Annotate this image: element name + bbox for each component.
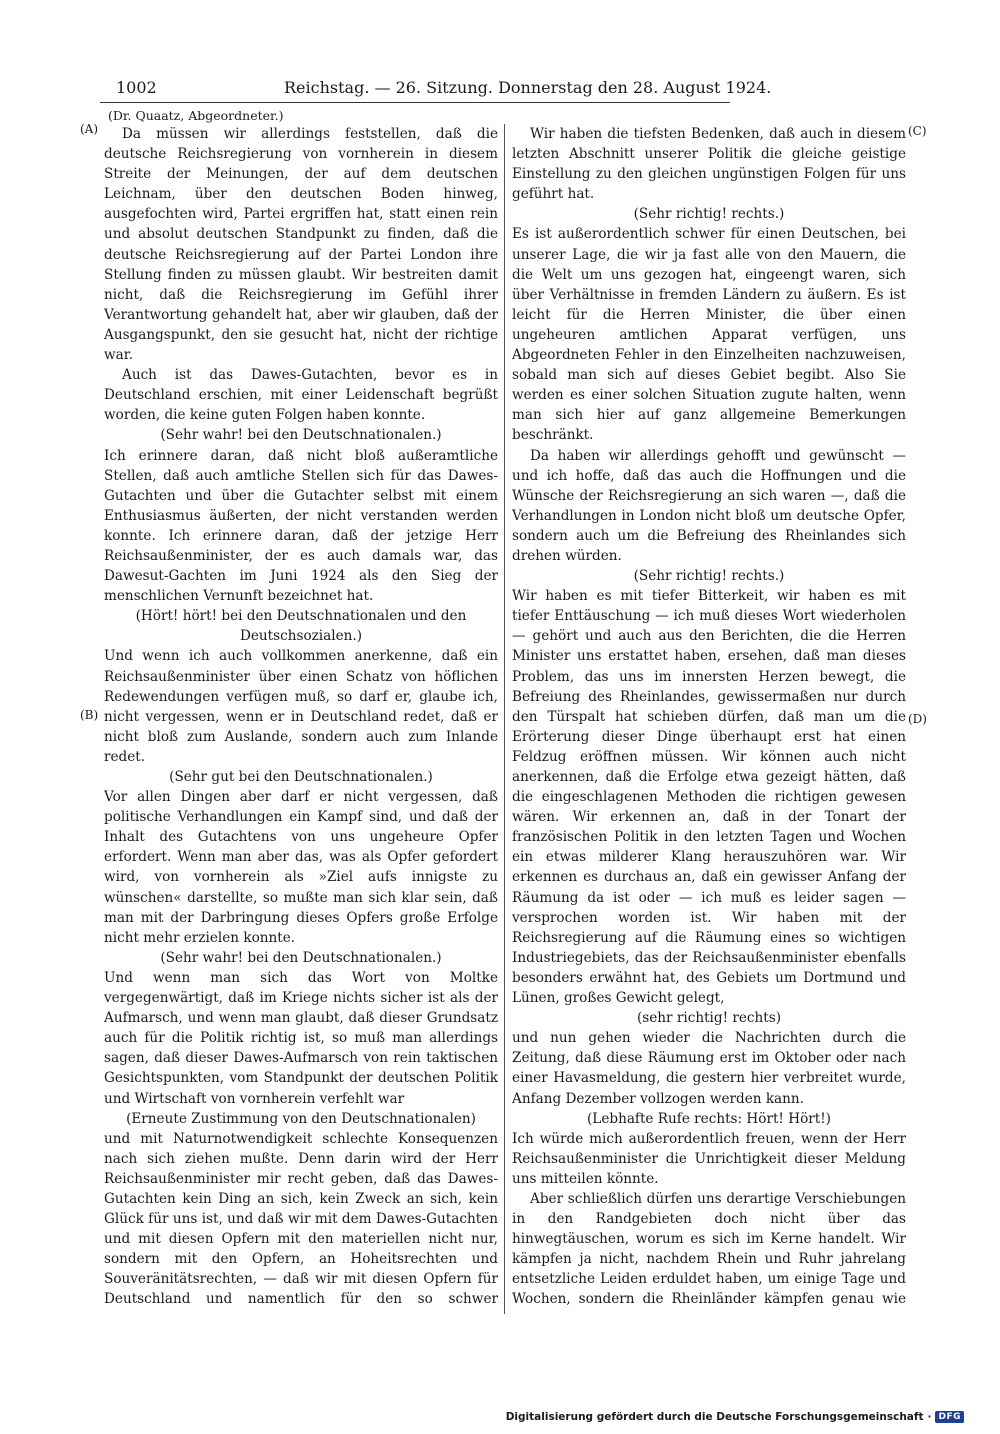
running-title: Reichstag. — 26. Sitzung. Donnerstag den 28. August 1924. xyxy=(284,78,772,97)
paragraph: Wir haben es mit tiefer Bitterkeit, wir haben es mit tiefer Enttäuschung — ich muß dieses Wort wiederholen — gehört und auch aus den Berichten, die die Herren Minister uns erstattet haben, ersehen, daß man dieses Problem, das uns im innersten Herzen bewegt, die Befreiung des Rheinlandes, gewissermaßen nur durch den Türspalt hat schieben dürfen, daß man um die Erörterung dieser Dinge überhaupt erst hat einen Feldzug eröffnen müssen. Wir können auch nicht anerkennen, daß die Erfolge etwa gezeigt hätten, daß die eingeschlagenen Methoden die richtigen gewesen wären. Wir erkennen an, daß in der Tonart der französischen Politik in den letzten Tagen und Wochen ein etwas milderer Klang herauszuhören war. Wir erkennen es durchaus an, daß ein gewisser Anfang der Räumung da ist oder — ich muß es leider sagen — versprochen worden ist. Wir haben mit der Reichsregierung auf die Räumung eines so wichtigen Industriegebiets, das der Reichsaußenminister ebenfalls besonders erwähnt hat, des Gebiets um Dortmund und Lünen, großes Gewicht gelegt, xyxy=(512,588,906,1007)
paragraph: Da müssen wir allerdings feststellen, daß die deutsche Reichsregierung von vornherein in diesem Streite der Meinungen, der auf dem deutschen Leichnam, über den deutschen Boden hinweg, ausgefochten wird, Partei ergriffen hat, statt einen rein und absolut deutschen Standpunkt zu finden, daß die deutsche Reichsregierung auf der Partei London ihre Stellung finden zu müssen glaubt. Wir bestreiten damit nicht, daß die Reichsregierung im Gefühl ihrer Verantwortung gehandelt hat, aber wir glauben, daß der Ausgangspunkt, den sie gesucht hat, nicht der richtige war. xyxy=(104,126,498,364)
interjection: (Lebhafte Rufe rechts: Hört! Hört!) xyxy=(587,1110,831,1127)
page-header xyxy=(116,78,772,102)
margin-mark-b: (B) xyxy=(80,708,99,722)
footer-credit-text: Digitalisierung gefördert durch die Deutsche Forschungsgemeinschaft xyxy=(505,1411,924,1423)
interjection: (Sehr richtig! rechts.) xyxy=(633,206,785,223)
paragraph: und mit Naturnotwendigkeit schlechte Konsequenzen nach sich ziehen mußte. Denn darin wird der Herr Reichsaußenminister mir recht geben, daß das Dawes-Gutachten kein Ding an sich, kein Zweck an sich, kein Glück für uns ist, und daß wir mit dem Dawes-Gutachten und mit diesen Opfern mit den materiellen nicht nur, sondern mit den Opfern, an Hoheitsrechten und Souveränitätsrechten, — daß wir mit diesen Opfern für Deutschland und namentlich für den so schwer xyxy=(104,1130,498,1308)
interjection: (Sehr wahr! bei den Deutschnationalen.) xyxy=(160,427,442,444)
interjection: (Erneute Zustimmung von den Deutschnationalen) xyxy=(126,1110,476,1127)
margin-mark-d: (D) xyxy=(908,712,927,726)
paragraph: Und wenn man sich das Wort von Moltke vergegenwärtigt, daß im Kriege nichts sicher ist als der Aufmarsch, und wenn man glaubt, daß dieser Grundsatz auch für die Politik richtig ist, so muß man allerdings sagen, daß dieser Dawes-Aufmarsch von rein taktischen Gesichtspunkten, vom Standpunkt der deutschen Politik und Wirtschaft von vornherein verfehlt war xyxy=(104,969,498,1107)
left-column xyxy=(104,124,498,1308)
paragraph: Da haben wir allerdings gehofft und gewünscht — und ich hoffe, daß das auch die Hoffnungen und die Wünsche der Reichsregierung an sich waren —, daß die Verhandlungen in London nicht bloß um deutsche Opfer, sondern auch um die Befreiung des Rheinlandes sich drehen würden. xyxy=(512,447,906,564)
right-column xyxy=(512,124,906,1308)
paragraph: und nun gehen wieder die Nachrichten durch die Zeitung, daß diese Räumung erst im Oktober oder nach einer Havasmeldung, die gestern hier verbreitet wurde, Anfang Dezember vollzogen werden kann. xyxy=(512,1030,906,1107)
interjection: (Sehr richtig! rechts.) xyxy=(633,568,785,585)
page-number: 1002 xyxy=(116,78,157,97)
interjection: (Sehr gut bei den Deutschnationalen.) xyxy=(169,769,433,785)
header-rule xyxy=(100,102,730,103)
dfg-logo: DFG xyxy=(935,1411,964,1423)
paragraph: Es ist außerordentlich schwer für einen Deutschen, bei unserer Lage, die wir ja fast alle von den Mauern, die die Welt um uns gezogen hat, eingeengt waren, sich über Verhältnisse in fremden Ländern zu äußern. Es ist leicht für die Herren Minister, die über einen ungeheuren amtlichen Apparat verfügen, uns Abgeordneten Fehler in den Einzelheiten nachzuweisen, sobald man sich auf dieses Gebiet begibt. Also Sie werden es einer solchen Situation zugute halten, wenn man sich hier auf ganz allgemeine Bemerkungen beschränkt. xyxy=(512,226,906,444)
paragraph: Und wenn ich auch vollkommen anerkenne, daß ein Reichsaußenminister über einen Schatz von höflichen Redewendungen verfügen muß, so darf er, glaube ich, nicht vergessen, wenn er in Deutschland redet, daß er nicht bloß zum Auslande, sondern auch zum Inlande redet. xyxy=(104,648,498,765)
speaker-tag: (Dr. Quaatz, Abgeordneter.) xyxy=(108,108,284,123)
interjection: (Sehr wahr! bei den Deutschnationalen.) xyxy=(160,949,442,966)
footer-credit: Digitalisierung gefördert durch die Deutsche Forschungsgemeinschaft · DFG xyxy=(506,1411,964,1423)
paragraph: Vor allen Dingen aber darf er nicht vergessen, daß politische Verhandlungen ein Kampf sind, und daß der Inhalt des Gutachtens von uns ungeheure Opfer erfordert. Wenn man aber das, was als Opfer gefordert wird, von vornherein als »Ziel aufs innigste zu wünschen« darstellte, so mußte man sich klar sein, daß man mit der Darbringung dieses Opfers große Erfolge nicht mehr erzielen konnte. xyxy=(104,789,498,946)
paragraph: Aber schließlich dürfen uns derartige Verschiebungen in den Randgebieten doch nicht über das hinwegtäuschen, worum es sich im Kerne handelt. Wir kämpfen ja nicht, nachdem Rhein und Ruhr jahrelang entsetzliche Leiden erduldet haben, um einige Tage und Wochen, sondern die Rheinländer kämpfen genau wie xyxy=(512,1190,906,1308)
column-divider xyxy=(504,124,505,1314)
interjection: (sehr richtig! rechts) xyxy=(636,1010,782,1027)
margin-mark-a: (A) xyxy=(80,122,99,136)
margin-mark-c: (C) xyxy=(908,124,927,138)
paragraph: Ich würde mich außerordentlich freuen, wenn der Herr Reichsaußenminister die Unrichtigkeit dieser Meldung uns mitteilen könnte. xyxy=(512,1130,906,1187)
paragraph: Auch ist das Dawes-Gutachten, bevor es in Deutschland erschien, mit einer Leidenschaft begrüßt worden, die keine guten Folgen haben konnte. xyxy=(104,367,498,424)
paragraph: Ich erinnere daran, daß nicht bloß außeramtliche Stellen, daß auch amtliche Stellen sich für das Dawes-Gutachten und über die Gutachter selbst mit einem Enthusiasmus äußerten, der nicht verstanden werden konnte. Ich erinnere daran, daß der jetzige Herr Reichsaußenminister, der es auch damals war, das Dawesut-Gachten im Juni 1924 als den Sieg der menschlichen Vernunft bezeichnet hat. xyxy=(104,447,498,605)
interjection: (Hört! hört! bei den Deutschnationalen und den Deutschsozialen.) xyxy=(135,608,467,645)
paragraph: Wir haben die tiefsten Bedenken, daß auch in diesem letzten Abschnitt unserer Politik die gleiche geistige Einstellung zu den gleichen ungünstigen Folgen für uns geführt hat. xyxy=(512,126,906,203)
